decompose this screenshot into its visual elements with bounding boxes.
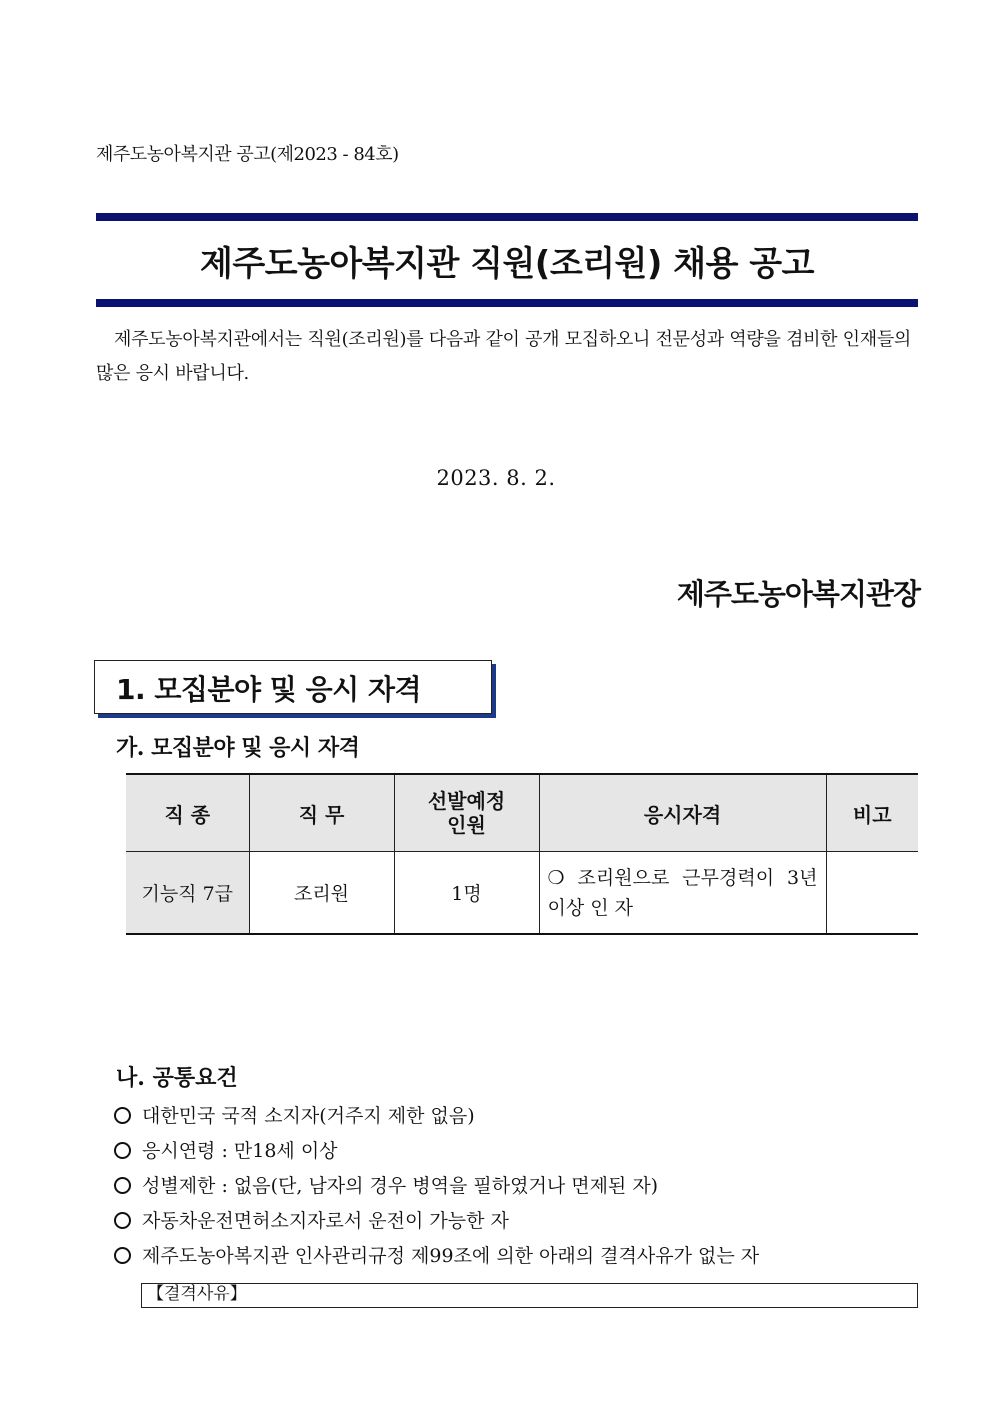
title-bottom-bar [96, 299, 918, 307]
cell-duty: 조리원 [249, 852, 394, 935]
table-row [126, 852, 918, 935]
subsection-b-title: 나. 공통요건 [116, 1065, 238, 1091]
header-job-type: 직 종 [126, 774, 249, 852]
circle-bullet-icon [114, 1247, 131, 1264]
header-count [394, 774, 539, 852]
circle-bullet-icon [114, 1107, 131, 1124]
disqualification-label: 【결격사유】 [147, 1284, 247, 1304]
circle-bullet-icon [114, 1212, 131, 1229]
cell-count: 1명 [394, 852, 539, 935]
disqualification-box [141, 1283, 918, 1308]
requirement-text: 성별제한 : 없음(단, 남자의 경우 병역을 필하였거나 면제된 자) [142, 1174, 659, 1197]
intro-line-2: 많은 응시 바랍니다. [96, 363, 249, 384]
intro-line-1: 제주도농아복지관에서는 직원(조리원)를 다음과 같이 공개 모집하오니 전문성과 역량을 겸비한 인재들의 [114, 329, 912, 350]
header-count-line-2: 인원 [447, 813, 486, 837]
list-item [112, 1203, 759, 1238]
section-title: 1. 모집분야 및 응시 자격 [116, 673, 422, 706]
organization-signature: 제주도농아복지관장 [676, 577, 920, 611]
title-top-bar [96, 213, 918, 221]
page-title: 제주도농아복지관 직원(조리원) 채용 공고 [200, 244, 814, 284]
cell-note [826, 852, 918, 935]
list-item [112, 1168, 759, 1203]
intro-paragraph [96, 323, 920, 391]
circle-bullet-icon [114, 1142, 131, 1159]
requirement-text: 제주도농아복지관 인사관리규정 제99조에 의한 아래의 결격사유가 없는 자 [142, 1244, 760, 1267]
recruitment-table [126, 773, 918, 935]
header-count-line-1: 선발예정 [427, 789, 506, 813]
requirements-list [112, 1098, 759, 1273]
header-qualification: 응시자격 [539, 774, 826, 852]
cell-job-type: 기능직 7급 [126, 852, 249, 935]
subsection-a-title: 가. 모집분야 및 응시 자격 [116, 735, 360, 761]
requirement-text: 응시연령 : 만18세 이상 [142, 1139, 338, 1162]
cell-qualification: ❍ 조리원으로 근무경력이 3년 이상 인 자 [539, 852, 826, 935]
list-item [112, 1133, 759, 1168]
circle-bullet-icon [114, 1177, 131, 1194]
requirement-text: 대한민국 국적 소지자(거주지 제한 없음) [142, 1104, 475, 1127]
requirement-text: 자동차운전면허소지자로서 운전이 가능한 자 [142, 1209, 509, 1232]
list-item [112, 1098, 759, 1133]
notice-number: 제주도농아복지관 공고(제2023 - 84호) [96, 144, 399, 165]
header-note: 비고 [826, 774, 918, 852]
notice-date: 2023. 8. 2. [436, 466, 556, 490]
header-duty: 직 무 [249, 774, 394, 852]
list-item [112, 1238, 759, 1273]
table-header-row [126, 774, 918, 852]
